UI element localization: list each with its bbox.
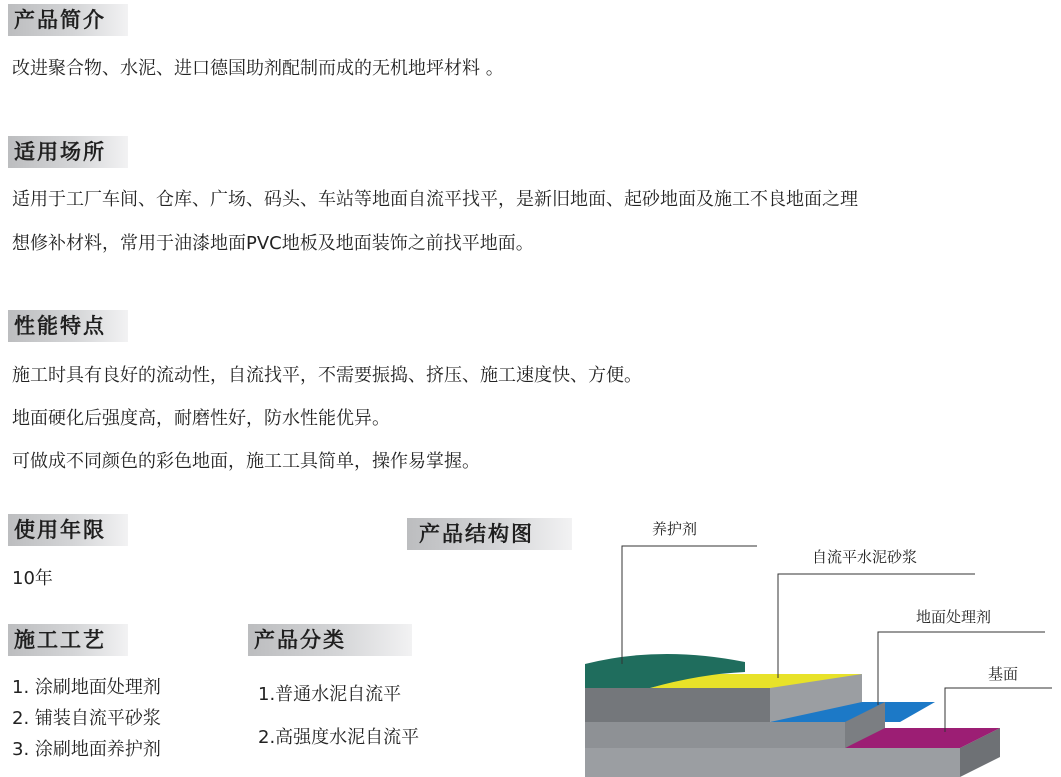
section-header-intro: 产品简介 [8, 4, 128, 36]
features-line-2: 地面硬化后强度高，耐磨性好，防水性能优异。 [12, 408, 390, 429]
layer-mortar-front [585, 688, 770, 722]
label-base-surface: 基面 [988, 665, 1019, 683]
layer-primer-side [845, 702, 885, 748]
section-header-categories: 产品分类 [248, 624, 412, 656]
section-header-features: 性能特点 [8, 310, 128, 342]
leader-primer [878, 632, 1045, 705]
features-line-1: 施工时具有良好的流动性，自流找平，不需要振捣、挤压、施工速度快、方便。 [12, 365, 642, 386]
label-curing-agent: 养护剂 [652, 520, 698, 538]
section-header-structure: 产品结构图 [407, 518, 572, 550]
process-step-3: 3. 涂刷地面养护剂 [12, 739, 161, 760]
lifespan-value: 10年 [12, 568, 53, 589]
layer-base-front [585, 748, 960, 777]
layer-yellow [650, 674, 862, 688]
section-header-lifespan: 使用年限 [8, 514, 128, 546]
usage-line-1: 适用于工厂车间、仓库、广场、码头、车站等地面自流平找平，是新旧地面、起砂地面及施工不良地面之理 [12, 189, 858, 210]
layer-mortar-side [770, 674, 862, 722]
leader-base [945, 688, 1052, 732]
category-item-2: 2.高强度水泥自流平 [258, 727, 420, 748]
layer-green [585, 654, 745, 688]
leader-curing [622, 546, 757, 664]
section-header-usage: 适用场所 [8, 136, 128, 168]
layer-blue [770, 702, 935, 722]
layer-primer-front [585, 722, 845, 748]
features-line-3: 可做成不同颜色的彩色地面，施工工具简单，操作易掌握。 [12, 451, 480, 472]
process-step-1: 1. 涂刷地面处理剂 [12, 677, 161, 698]
layer-base-side [960, 728, 1000, 777]
label-self-leveling-mortar: 自流平水泥砂浆 [812, 548, 918, 566]
layer-magenta [845, 728, 1000, 748]
label-floor-primer: 地面处理剂 [916, 608, 992, 626]
intro-line: 改进聚合物、水泥、进口德国助剂配制而成的无机地坪材料 。 [12, 58, 504, 79]
process-step-2: 2. 铺装自流平砂浆 [12, 708, 161, 729]
usage-line-2: 想修补材料，常用于油漆地面PVC地板及地面装饰之前找平地面。 [12, 233, 534, 254]
layer-base-top [585, 728, 1000, 748]
category-item-1: 1.普通水泥自流平 [258, 684, 402, 705]
section-header-process: 施工工艺 [8, 624, 128, 656]
layer-primer-top [585, 702, 935, 722]
layer-mortar-top [585, 674, 862, 688]
